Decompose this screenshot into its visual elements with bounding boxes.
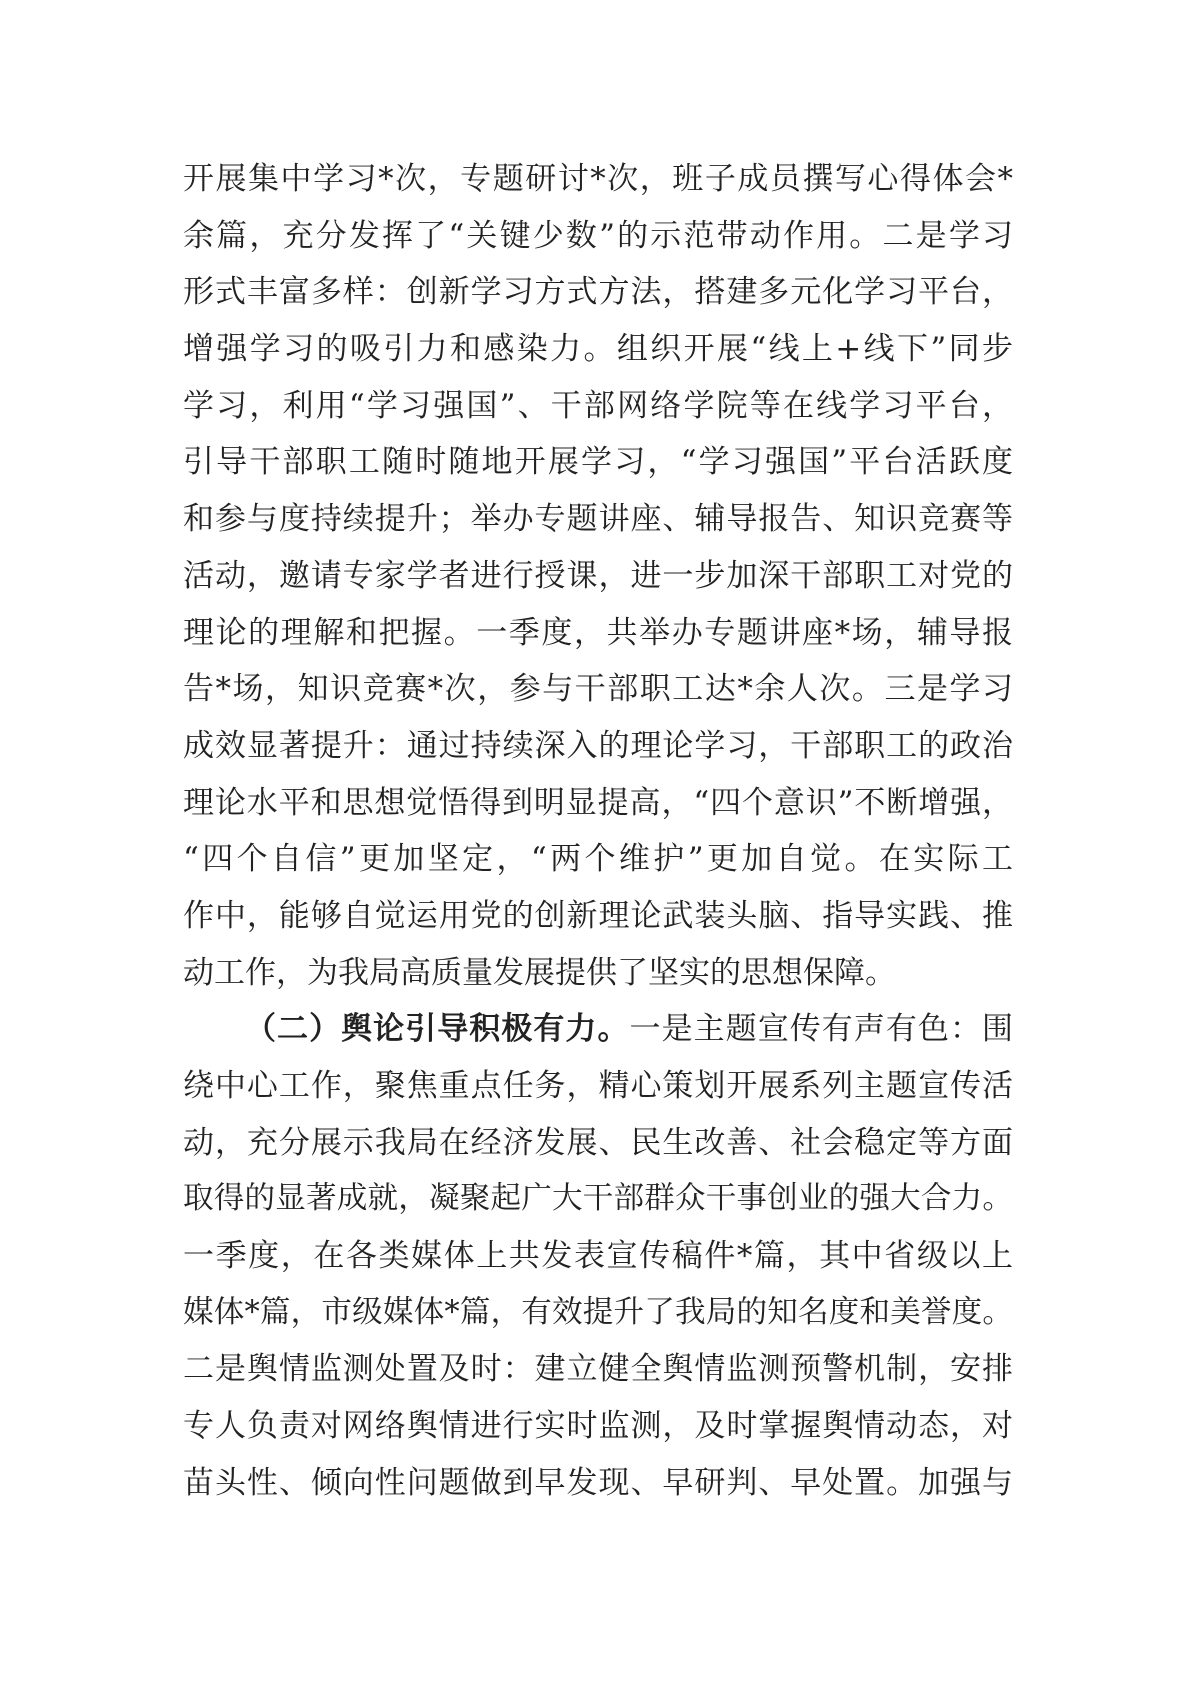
text-line: 一季度，在各类媒体上共发表宣传稿件*篇，其中省级以上 xyxy=(183,1238,1013,1275)
text-line: 理论水平和思想觉悟得到明显提高，“四个意识”不断增强， xyxy=(183,784,1013,821)
text-line: 活动，邀请专家学者进行授课，进一步加深干部职工对党的 xyxy=(183,557,1013,594)
text-line: 专人负责对网络舆情进行实时监测，及时掌握舆情动态，对 xyxy=(183,1408,1013,1445)
text-line-rest: 一是主题宣传有声有色：围 xyxy=(629,1011,1014,1048)
text-line: 作中，能够自觉运用党的创新理论武装头脑、指导实践、推 xyxy=(183,897,1013,934)
text-line: “四个自信”更加坚定，“两个维护”更加自觉。在实际工 xyxy=(183,841,1013,878)
text-line: 成效显著提升：通过持续深入的理论学习，干部职工的政治 xyxy=(183,727,1013,764)
section-heading-line xyxy=(183,1001,1013,1058)
document-body xyxy=(183,151,1013,1512)
text-line: 取得的显著成就，凝聚起广大干部群众干事创业的强大合力。 xyxy=(183,1181,1013,1217)
text-line: 理论的理解和把握。一季度，共举办专题讲座*场，辅导报 xyxy=(183,614,1013,651)
text-line: 动，充分展示我局在经济发展、民生改善、社会稳定等方面 xyxy=(183,1124,1013,1161)
text-line: 绕中心工作，聚焦重点任务，精心策划开展系列主题宣传活 xyxy=(183,1068,1013,1104)
text-line: 开展集中学习*次，专题研讨*次，班子成员撰写心得体会* xyxy=(183,161,1013,197)
text-line: 苗头性、倾向性问题做到早发现、早研判、早处置。加强与 xyxy=(183,1464,1013,1501)
text-line: 学习，利用“学习强国”、干部网络学院等在线学习平台， xyxy=(183,387,1013,424)
text-line: 二是舆情监测处置及时：建立健全舆情监测预警机制，安排 xyxy=(183,1351,1013,1388)
text-line: 余篇，充分发挥了“关键少数”的示范带动作用。二是学习 xyxy=(183,217,1013,254)
text-line: 和参与度持续提升；举办专题讲座、辅导报告、知识竞赛等 xyxy=(183,501,1013,538)
text-line: 媒体*篇，市级媒体*篇，有效提升了我局的知名度和美誉度。 xyxy=(183,1294,1013,1330)
text-line: 引导干部职工随时随地开展学习，“学习强国”平台活跃度 xyxy=(183,444,1013,481)
text-line: 形式丰富多样：创新学习方式方法，搭建多元化学习平台， xyxy=(183,274,1013,311)
text-line: 动工作，为我局高质量发展提供了坚实的思想保障。 xyxy=(183,954,896,991)
text-line: 告*场，知识竞赛*次，参与干部职工达*余人次。三是学习 xyxy=(183,671,1013,708)
section-heading: （二）舆论引导积极有力。 xyxy=(245,1011,630,1048)
text-line: 增强学习的吸引力和感染力。组织开展“线上+线下”同步 xyxy=(183,331,1013,368)
